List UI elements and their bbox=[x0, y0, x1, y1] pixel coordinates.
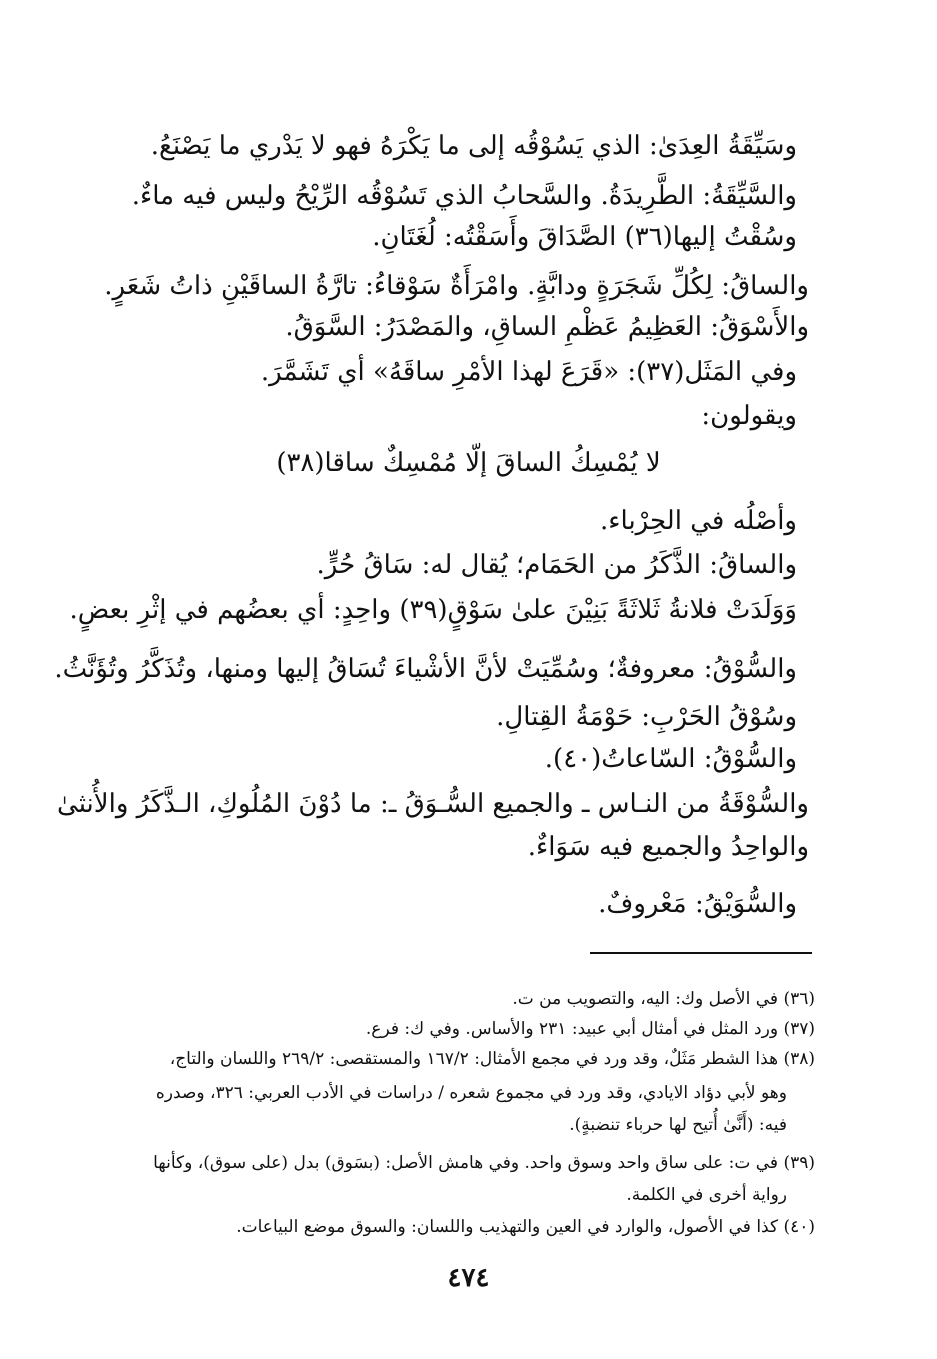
text-line: والأَسْوَقُ: العَظِيمُ عَظْمِ الساقِ، والمَصْدَرُ: السَّوَقُ. bbox=[285, 312, 809, 342]
text-line: والسُّوْقَةُ من النـاس ـ والجميع السُّـوَقُ ـ: ما دُوْنَ المُلُوكِ، الـذَّكَرُ والأُنثىٰ bbox=[57, 789, 809, 819]
text-line: وسَيِّقَةُ العِدَىٰ: الذي يَسُوْقُه إلى ما يَكْرَهُ فهو لا يَدْري ما يَصْنَعُ. bbox=[150, 131, 797, 161]
footnote-line: (٣٨) هذا الشطر مَثَلٌ، وقد ورد في مجمع الأمثال: ١٦٧/٢ والمستقصى: ٢٦٩/٢ واللسان والتاج، bbox=[169, 1049, 815, 1069]
footnote-line: (٣٧) ورد المثل في أمثال أبي عبيد: ٢٣١ والأساس. وفي ك: فرع. bbox=[365, 1019, 815, 1039]
text-line: والسُّوَيْقُ: مَعْروفٌ. bbox=[598, 889, 797, 919]
text-line: والسَّيِّقَةُ: الطَّرِيدَةُ. والسَّحابُ الذي تَسُوْقُه الرِّيْحُ وليس فيه ماءٌ. bbox=[131, 181, 797, 211]
footnote-line: (٤٠) كذا في الأصول، والوارد في العين والتهذيب واللسان: والسوق موضع البياعات. bbox=[236, 1217, 815, 1237]
footnote-line: (٣٩) في ت: على ساق واحد وسوق واحد. وفي هامش الأصل: (بسَوق) بدل (على سوق)، وكأنها bbox=[153, 1153, 815, 1173]
footnote-line: وهو لأبي دؤاد الايادي، وقد ورد في مجموع شعره / دراسات في الأدب العربي: ٣٢٦، وصدره bbox=[155, 1083, 787, 1103]
text-line: وفي المَثَل(٣٧): «قَرَعَ لهذا الأمْرِ ساقَهُ» أي تَشَمَّرَ. bbox=[260, 357, 797, 387]
footnote-line: رواية أخرى في الكلمة. bbox=[626, 1185, 787, 1205]
footnote-line: (٣٦) في الأصل وك: اليه، والتصويب من ت. bbox=[512, 989, 815, 1009]
text-line: وَوَلَدَتْ فلانةُ ثَلاثَةً بَنِيْنَ علىٰ سَوْقٍ(٣٩) واحِدٍ: أي بعضُهم في إثْرِ بعضٍ. bbox=[69, 595, 797, 625]
text-line: والسُّوْقُ: السّاعاتُ(٤٠). bbox=[544, 744, 797, 774]
page-number: ٤٧٤ bbox=[447, 1263, 490, 1293]
footnote-line: فيه: (أَنَّىٰ أُتيح لها حرباء تنضبةٍ). bbox=[569, 1115, 787, 1135]
text-line: والواحِدُ والجميع فيه سَوَاءٌ. bbox=[527, 832, 809, 862]
footnote-separator bbox=[590, 952, 812, 954]
text-line: وسُوْقُ الحَرْبِ: حَوْمَةُ القِتالِ. bbox=[496, 702, 797, 732]
text-line: وأصْلُه في الحِرْباء. bbox=[600, 506, 797, 536]
text-line: وسُقْتُ إليها(٣٦) الصَّدَاقَ وأَسَقْتُه: لُغَتَانِ. bbox=[372, 222, 797, 252]
text-line: ويقولون: bbox=[701, 401, 797, 431]
text-line: والساقُ: لِكُلِّ شَجَرَةٍ ودابَّةٍ. وامْرَأَةٌ سَوْقاءُ: تارَّةُ الساقَيْنِ ذاتُ شَعَرٍ. bbox=[104, 271, 809, 301]
text-line: والساقُ: الذَّكَرُ من الحَمَام؛ يُقال له: سَاقُ حُرٍّ. bbox=[316, 550, 797, 580]
text-line: والسُّوْقُ: معروفةٌ؛ وسُمِّيَتْ لأنَّ الأشْياءَ تُسَاقُ إليها ومنها، وتُذَكَّرُ وتُؤَنَّثُ. bbox=[54, 654, 797, 684]
poetry-verse: لا يُمْسِكُ الساقَ إلّا مُمْسِكٌ ساقا(٣٨) bbox=[276, 448, 661, 478]
